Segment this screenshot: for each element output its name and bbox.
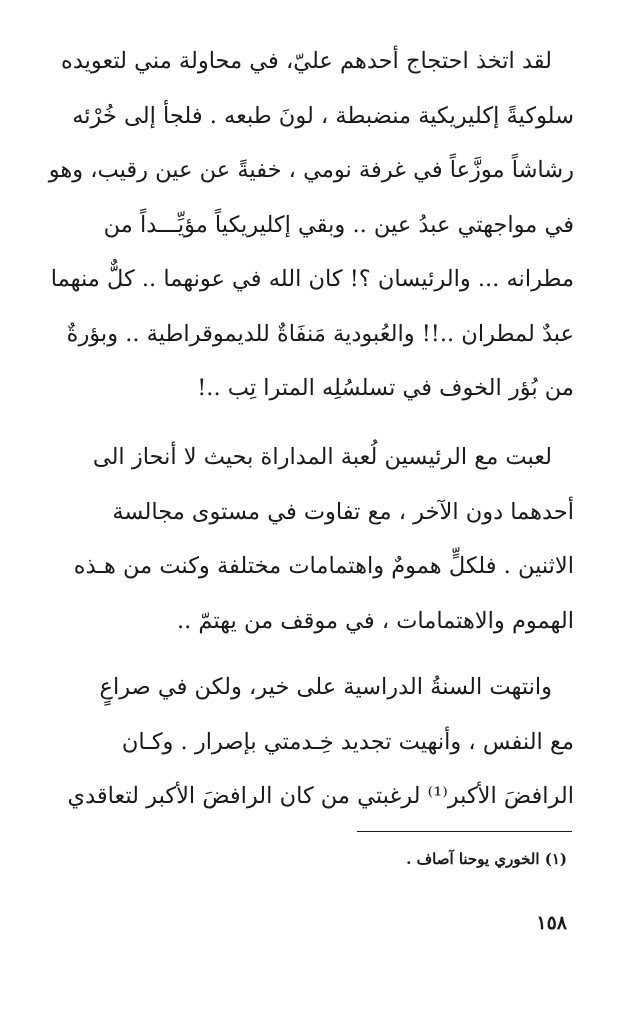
text-line: وانتهت السنةُ الدراسية على خير، ولكن في صراعٍ — [99, 674, 552, 700]
text-line: رشاشاً موزَّعاً في غرفة نومي ، خفيةً عن عين رقيب، وهو — [48, 157, 574, 183]
paragraph-3 — [44, 660, 574, 824]
text-line: مطرانه ... والرئيسان ؟! كان الله في عونهما .. كلٌّ منهما — [50, 266, 574, 292]
text-line: لعبت مع الرئيسين لُعبة المداراة بحيث لا أنحاز الى — [92, 444, 552, 470]
text-line: في مواجهتي عبدُ عين .. وبقي إكليريكياً مؤيِّـــداً من — [103, 211, 574, 238]
footnote: (١) الخوري يوحنا آصاف . — [406, 850, 567, 868]
footnote-divider — [357, 831, 572, 832]
text-line: الرافضَ الأكبر⁽¹⁾ لرغبتي من كان الرافضَ الأكبر لتعاقدي — [67, 783, 574, 809]
text-line: الاثنين . فلكلٍّ همومٌ واهتمامات مختلفة وكنت من هـذه — [73, 553, 574, 579]
text-line: مع النفس ، وأنهيت تجديد خِـدمتي بإصرار . وكـان — [121, 728, 574, 755]
text-line: عبدٌ لمطران ..!! والعُبودية مَنفَاةٌ للديموقراطية .. وبؤرةٌ — [66, 320, 574, 347]
text-line: من بُؤر الخوف في تسلسُلِه المترا تِب ..! — [197, 375, 574, 401]
page-number: ١٥٨ — [536, 912, 567, 934]
text-line: سلوكيةً إكليريكية منضبطة ، لونَ طبعه . فلجأ إلى خُرْئه — [72, 102, 574, 129]
paragraph-1 — [44, 34, 574, 416]
text-line: لقد اتخذ احتجاج أحدهم عليّ، في محاولة مني لتعويده — [61, 48, 552, 74]
text-line: أحدهما دون الآخر ، مع تفاوت في مستوى مجالسة — [112, 498, 574, 525]
paragraph-2 — [44, 430, 574, 648]
text-line: الهموم والاهتمامات ، في موقف من يهتمّ .. — [176, 607, 574, 634]
